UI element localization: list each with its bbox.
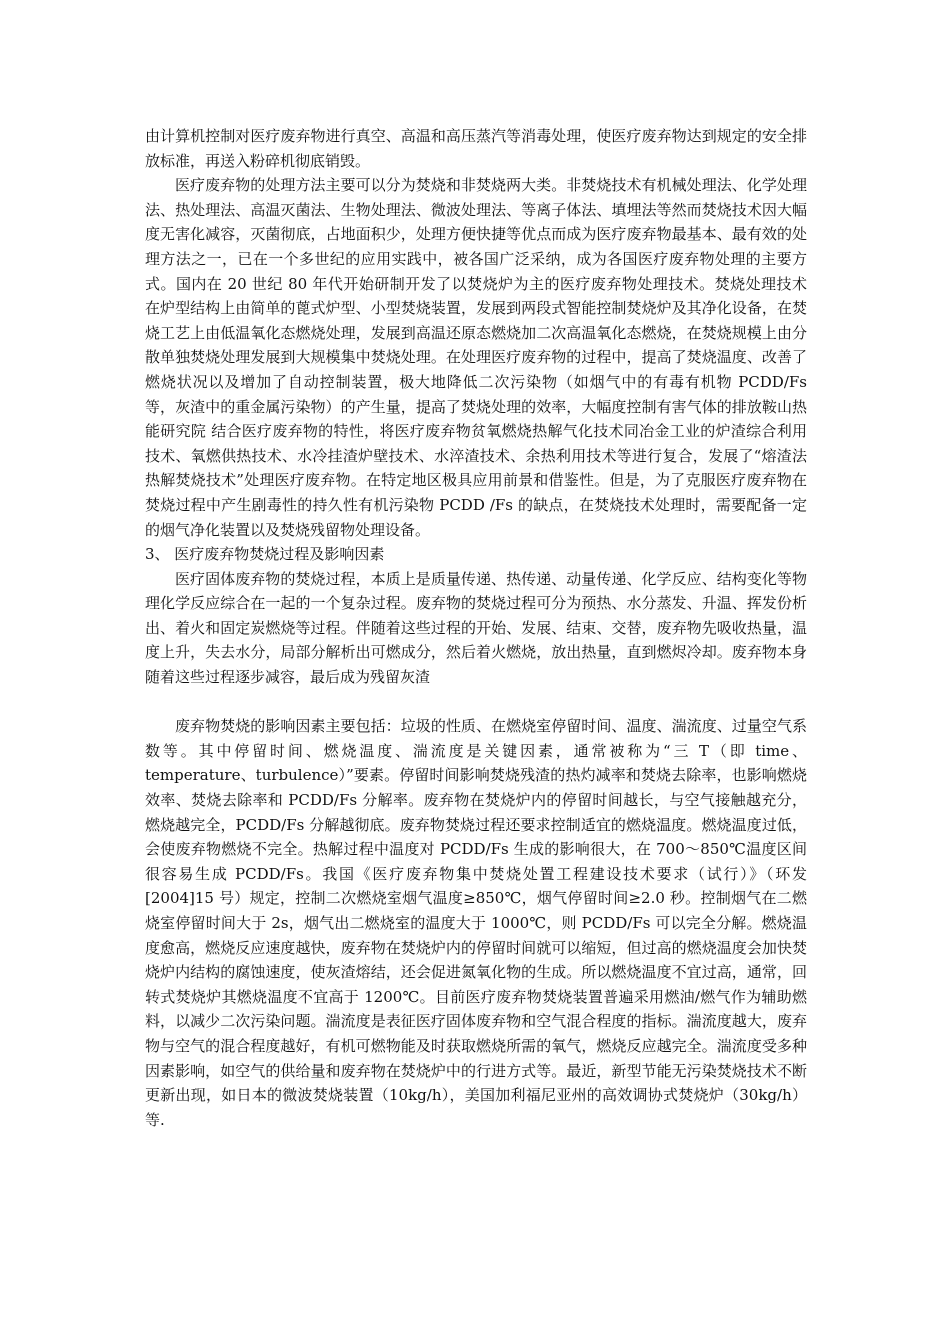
- paragraph-continuation: 由计算机控制对医疗废弃物进行真空、高温和高压蒸汽等消毒处理，使医疗废弃物达到规定的安全排放标准，再送入粉碎机彻底销毁。: [145, 127, 807, 170]
- paragraph-treatment-methods: 医疗废弃物的处理方法主要可以分为焚烧和非焚烧两大类。非焚烧技术有机械处理法、化学处理法、热处理法、高温灭菌法、生物处理法、微波处理法、等离子体法、填埋法等然而焚烧技术因大幅度无害化减容，灭菌彻底，占地面积少，处理方便快捷等优点而成为医疗废弃物最基本、最有效的处理方法之一，已在一个多世纪的应用实践中，被各国广泛采纳，成为各国医疗废弃物处理的主要方式。国内在 20 世纪 80 年代开始研制开发了以焚烧炉为主的医疗废弃物处理技术。焚烧处理技术 在炉型结构上由简单的蓖式炉型、小型焚烧装置，发展到两段式智能控制焚烧炉及其净化设备，在焚烧工艺上由低温氧化态燃烧处理，发展到高温还原态燃烧加二次高温氧化态燃烧，在焚烧规模上由分散单独焚烧处理发展到大规模集中焚烧处理。在处理医疗废弃物的过程中，提高了焚烧温度、改善了燃烧状况以及增加了自动控制装置，极大地降低二次污染物（如烟气中的有毒有机物 PCDD/Fs 等，灰渣中的重金属污染物）的产生量，提高了焚烧处理的效率，大幅度控制有害气体的排放鞍山热能研究院 结合医疗废弃物的特性，将医疗废弃物贫氧燃烧热解气化技术同冶金工业的炉渣综合利用技术、氧燃供热技术、水冷挂渣炉壁技术、水淬渣技术、余热利用技术等进行复合，发展了“熔渣法热解焚烧技术”处理医疗废弃物。在特定地区极具应用前景和借鉴性。但是，为了克服医疗废弃物在焚烧过程中产生剧毒性的持久性有机污染物 PCDD /Fs 的缺点，在焚烧技术处理时，需要配备一定的烟气净化装置以及焚烧残留物处理设备。: [145, 176, 807, 539]
- paragraph-influencing-factors: 废弃物焚烧的影响因素主要包括：垃圾的性质、在燃烧室停留时间、温度、湍流度、过量空气系数等。其中停留时间、燃烧温度、湍流度是关键因素，通常被称为“三 T（即 time、temperature、turbulence）”要素。停留时间影响焚烧残渣的热灼减率和焚烧去除率，也影响燃烧效率、焚烧去除率和 PCDD/Fs 分解率。废弃物在焚烧炉内的停留时间越长，与空气接触越充分，燃烧越完全，PCDD/Fs 分解越彻底。废弃物焚烧过程还要求控制适宜的燃烧温度。燃烧温度过低，会使废弃物燃烧不完全。热解过程中温度对 PCDD/Fs 生成的影响很大，在 700～850℃温度区间很容易生成 PCDD/Fs。我国《医疗废弃物集中焚烧处置工程建设技术要求（试行）》（环发[2004]15 号）规定，控制二次燃烧室烟气温度≥850℃，烟气停留时间≥2.0 秒。控制烟气在二燃烧室停留时间大于 2s，烟气出二燃烧室的温度大于 1000℃，则 PCDD/Fs 可以完全分解。燃烧温度愈高，燃烧反应速度越快，废弃物在焚烧炉内的停留时间就可以缩短，但过高的燃烧温度会加快焚烧炉内结构的腐蚀速度，使灰渣熔结，还会促进氮氧化物的生成。所以燃烧温度不宜过高，通常，回转式焚烧炉其燃烧温度不宜高于 1200℃。目前医疗废弃物焚烧装置普遍采用燃油/燃气作为辅助燃料，以减少二次污染问题。湍流度是表征医疗固体废弃物和空气混合程度的指标。湍流度越大，废弃物与空气的混合程度越好，有机可燃物能及时获取燃烧所需的氧气，燃烧反应越完全。湍流度受多种因素影响，如空气的供给量和废弃物在焚烧炉中的行进方式等。最近，新型节能无污染焚烧技术不断更新出现，如日本的微波焚烧装置（10kg/h），美国加利福尼亚州的高效调协式焚烧炉（30kg/h）等.: [145, 717, 807, 1129]
- section-heading: 3、 医疗废弃物焚烧过程及影响因素: [145, 545, 385, 564]
- blank-line: [145, 690, 807, 715]
- paragraph-incineration-process: 医疗固体废弃物的焚烧过程，本质上是质量传递、热传递、动量传递、化学反应、结构变化等物理化学反应综合在一起的一个复杂过程。废弃物的焚烧过程可分为预热、水分蒸发、升温、挥发份析出、着火和固定炭燃烧等过程。伴随着这些过程的开始、发展、结束、交替，废弃物先吸收热量，温度上升，失去水分，局部分解析出可燃成分，然后着火燃烧，放出热量，直到燃烬冷却。废弃物本身随着这些过程逐步减容，最后成为残留灰渣: [145, 569, 807, 687]
- document-body: [145, 124, 807, 1132]
